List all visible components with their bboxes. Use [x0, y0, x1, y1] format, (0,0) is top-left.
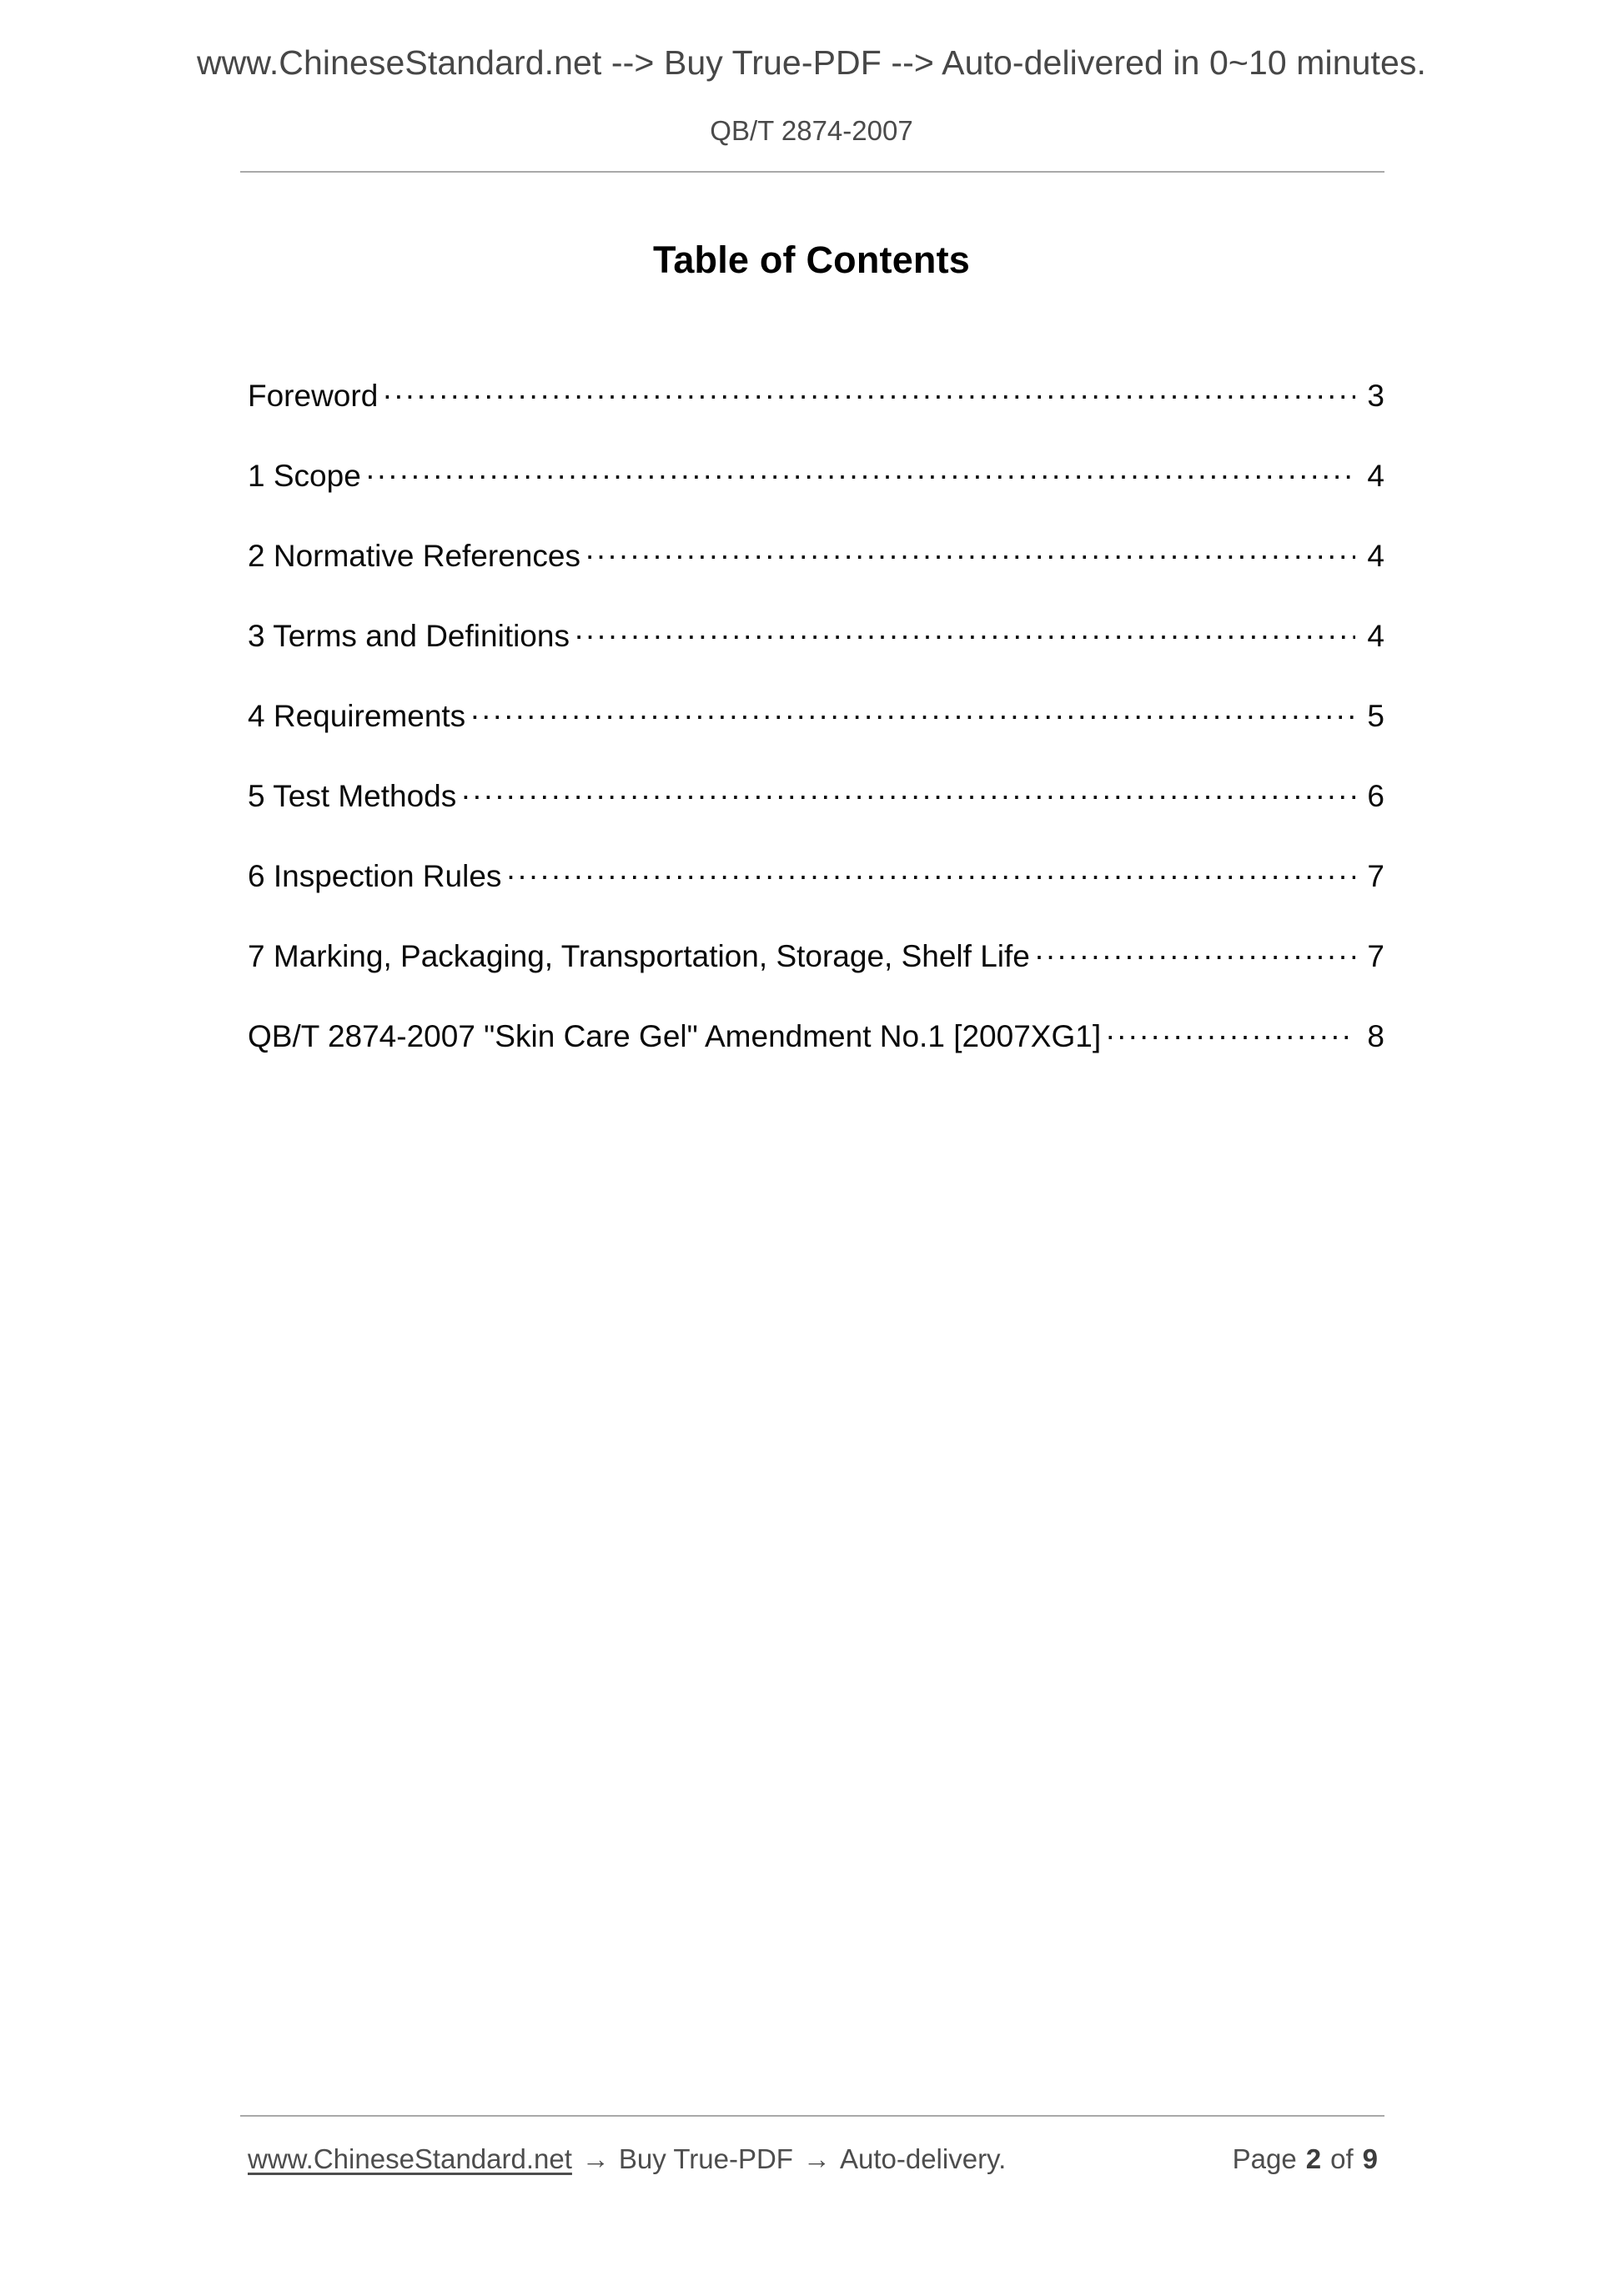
toc-entry-normative-references[interactable] — [248, 535, 1384, 615]
toc-entry-foreword[interactable] — [248, 375, 1384, 455]
toc-entry-page-number: 7 — [1367, 859, 1384, 893]
footer-promo-group — [248, 2143, 1006, 2175]
toc-dot-leader — [575, 615, 1355, 646]
current-page-number: 2 — [1305, 2143, 1322, 2174]
toc-entry-label: Foreword — [248, 379, 379, 413]
toc-entry-page-number: 5 — [1367, 699, 1384, 733]
toc-dot-leader — [585, 535, 1355, 566]
page-title: Table of Contents — [652, 239, 971, 281]
header-promo-text: www.ChineseStandard.net --> Buy True-PDF --> Auto-delivered in 0~10 minutes. — [196, 43, 1427, 82]
toc-entry-page-number: 7 — [1367, 939, 1384, 973]
toc-dot-leader — [383, 375, 1355, 406]
table-of-contents-list — [248, 375, 1384, 1096]
toc-entry-label: 7 Marking, Packaging, Transportation, Storage, Shelf Life — [248, 939, 1030, 973]
toc-entry-label: 4 Requirements — [248, 699, 466, 733]
footer-divider — [240, 2115, 1384, 2117]
toc-entry-marking-packaging[interactable] — [248, 936, 1384, 1016]
toc-entry-page-number: 4 — [1367, 539, 1384, 573]
total-page-number: 9 — [1362, 2143, 1378, 2174]
toc-entry-terms-and-definitions[interactable] — [248, 615, 1384, 696]
page-word-label: Page — [1232, 2143, 1297, 2174]
arrow-right-icon: → — [581, 2143, 610, 2174]
footer-site-link[interactable]: www.ChineseStandard.net — [248, 2143, 572, 2174]
of-word-label: of — [1330, 2143, 1354, 2174]
toc-entry-label: 1 Scope — [248, 459, 361, 493]
toc-dot-leader — [461, 776, 1355, 806]
toc-entry-label: 5 Test Methods — [248, 779, 457, 813]
arrow-right-icon: → — [802, 2143, 831, 2174]
footer-delivery-text: Auto-delivery. — [839, 2143, 1007, 2174]
header-divider — [240, 171, 1384, 173]
toc-entry-label: QB/T 2874-2007 "Skin Care Gel" Amendment No.1 [2007XG1] — [248, 1019, 1102, 1053]
toc-entry-test-methods[interactable] — [248, 776, 1384, 856]
toc-dot-leader — [366, 455, 1355, 486]
toc-entry-label: 3 Terms and Definitions — [248, 619, 570, 653]
toc-entry-page-number: 4 — [1367, 619, 1384, 653]
toc-dot-leader — [506, 856, 1355, 887]
header-standard-number: QB/T 2874-2007 — [710, 115, 913, 146]
toc-dot-leader — [1106, 1016, 1355, 1047]
page-footer — [240, 2143, 1384, 2185]
toc-entry-label: 2 Normative References — [248, 539, 580, 573]
toc-entry-page-number: 3 — [1367, 379, 1384, 413]
page-indicator — [1233, 2143, 1378, 2175]
toc-entry-requirements[interactable] — [248, 696, 1384, 776]
toc-entry-label: 6 Inspection Rules — [248, 859, 502, 893]
footer-buy-text: Buy True-PDF — [618, 2143, 793, 2174]
toc-entry-scope[interactable] — [248, 455, 1384, 535]
toc-dot-leader — [1035, 936, 1355, 967]
toc-entry-amendment[interactable] — [248, 1016, 1384, 1096]
toc-entry-inspection-rules[interactable] — [248, 856, 1384, 936]
toc-entry-page-number: 6 — [1367, 779, 1384, 813]
toc-dot-leader — [470, 696, 1355, 726]
toc-entry-page-number: 8 — [1367, 1019, 1384, 1053]
toc-entry-page-number: 4 — [1367, 459, 1384, 493]
